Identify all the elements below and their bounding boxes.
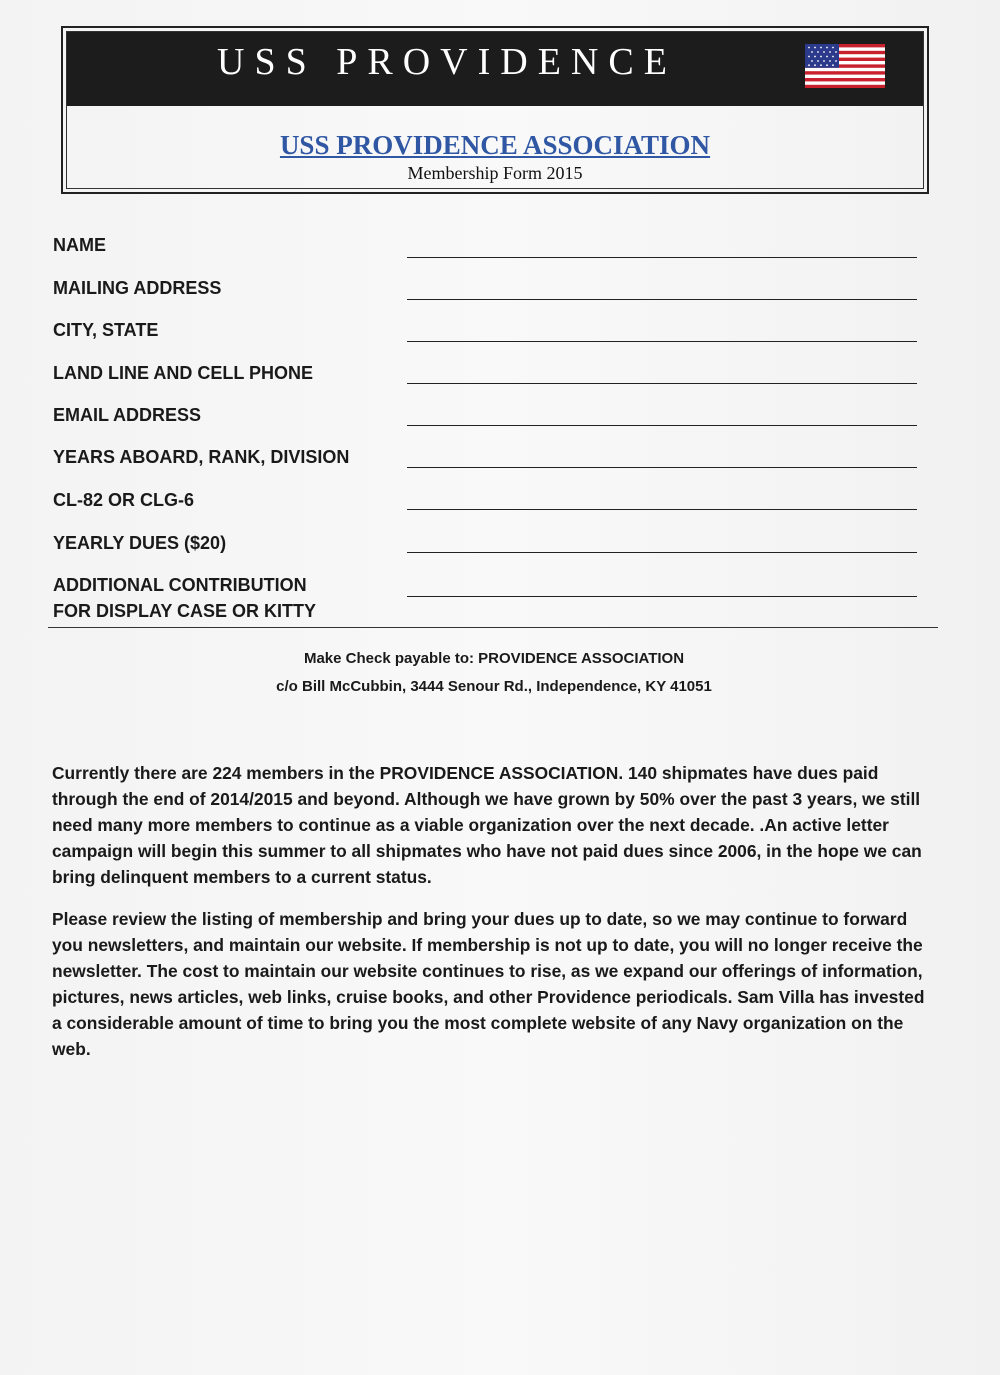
field-label-city-state: CITY, STATE bbox=[53, 320, 159, 340]
field-label-phone: LAND LINE AND CELL PHONE bbox=[53, 363, 314, 383]
field-label-additional-contribution: ADDITIONAL CONTRIBUTION bbox=[53, 575, 307, 595]
field-label-yearly-dues: YEARLY DUES ($20) bbox=[53, 533, 227, 553]
field-label-display-case: FOR DISPLAY CASE OR KITTY bbox=[53, 601, 317, 621]
header-frame bbox=[66, 31, 924, 189]
field-label-years-rank-division: YEARS ABOARD, RANK, DIVISION bbox=[53, 447, 350, 467]
header-banner bbox=[67, 32, 923, 106]
mailing-address-input-line[interactable] bbox=[407, 299, 917, 300]
years-rank-division-input-line[interactable] bbox=[407, 467, 917, 468]
field-label-mailing-address: MAILING ADDRESS bbox=[53, 278, 222, 298]
banner-title: USS PROVIDENCE bbox=[217, 41, 677, 83]
yearly-dues-input-line[interactable] bbox=[407, 552, 917, 553]
us-flag-icon bbox=[805, 44, 885, 88]
email-input-line[interactable] bbox=[407, 425, 917, 426]
dues-reminder-paragraph: Please review the listing of membership and bring your dues up to date, so we may continue to forward you newsletters, and maintain our website. If membership is not up to date, you will no longer receive the newsletter. The cost to maintain our website continues to rise, as we expand our offerings of information, pictures, news articles, web links, cruise books, and other Providence periodicals. Sam Villa has invested a considerable amount of time to bring you the most complete website of any Navy organization on the web. bbox=[52, 909, 925, 1059]
form-title: Membership Form 2015 bbox=[407, 163, 583, 183]
name-input-line[interactable] bbox=[407, 257, 917, 258]
ship-designation-input-line[interactable] bbox=[407, 509, 917, 510]
field-label-email: EMAIL ADDRESS bbox=[53, 405, 202, 425]
membership-status-paragraph: Currently there are 224 members in the PROVIDENCE ASSOCIATION. 140 shipmates have dues paid through the end of 2014/2015 and beyond. Although we have grown by 50% over the past 3 years, we still need many more members to continue as a viable organization over the next decade. .An active letter campaign will begin this summer to all shipmates who have not paid dues since 2006, in the hope we can bring delinquent members to a current status. bbox=[52, 763, 922, 887]
mailing-address-line: c/o Bill McCubbin, 3444 Senour Rd., Independence, KY 41051 bbox=[276, 678, 712, 695]
payable-to-line: Make Check payable to: PROVIDENCE ASSOCIATION bbox=[303, 650, 685, 667]
phone-input-line[interactable] bbox=[407, 383, 917, 384]
association-title: USS PROVIDENCE ASSOCIATION bbox=[279, 130, 711, 160]
additional-contribution-input-line[interactable] bbox=[407, 596, 917, 597]
field-label-ship-designation: CL-82 OR CLG-6 bbox=[53, 490, 195, 510]
section-divider bbox=[48, 627, 938, 628]
city-state-input-line[interactable] bbox=[407, 341, 917, 342]
field-label-name: NAME bbox=[53, 235, 106, 255]
